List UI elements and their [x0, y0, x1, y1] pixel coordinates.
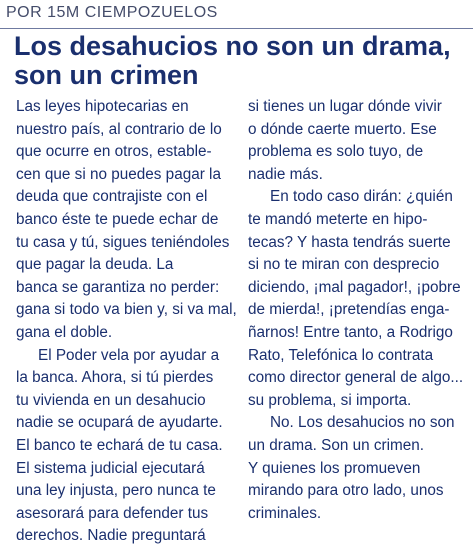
article-text-line: si no te miran con desprecio: [248, 256, 440, 274]
article-text-line: que ocurre en otros, estable-: [16, 143, 212, 161]
article-text-line: nuestro país, al contrario de lo: [16, 120, 222, 138]
article-text-line: diciendo, ¡mal pagador!, ¡pobre: [248, 278, 461, 296]
article-text-line: cen que si no puedes pagar la: [16, 165, 221, 183]
article-text-line: de mierda!, ¡pretendías enga-: [248, 301, 450, 319]
article-text-line: una ley injusta, pero nunca te: [16, 482, 216, 500]
article-text-line: nadie se ocupará de ayudarte.: [16, 414, 223, 432]
headline-line: Los desahucios no son un drama,: [14, 31, 451, 61]
article-text-line: El sistema judicial ejecutará: [16, 459, 205, 477]
article-text-line: asesorará para defender tus: [16, 504, 209, 522]
article-text-line: El banco te echará de tu casa.: [16, 436, 223, 454]
article-text-line: El Poder vela por ayudar a: [38, 346, 220, 364]
article-text-line: ñarnos! Entre tanto, a Rodrigo: [248, 323, 453, 341]
article-text-line: problema es solo tuyo, de: [248, 143, 424, 161]
headline-line: son un crimen: [14, 60, 199, 90]
header-divider: [0, 28, 473, 29]
article-text-line: banca se garantiza no perder:: [16, 278, 220, 296]
article-text-line: gana si todo va bien y, si va mal,: [16, 301, 237, 319]
article-text-line: No. Los desahucios no son: [270, 414, 455, 432]
article-column-left: [16, 96, 244, 548]
article-text-line: que pagar la deuda. La: [16, 256, 174, 274]
article-text-line: Rato, Telefónica lo contrata: [248, 346, 434, 364]
article-text-line: su problema, si importa.: [248, 391, 412, 409]
article-text-line: banco éste te puede echar de: [16, 210, 219, 228]
article-text-line: deuda que contrajiste con el: [16, 188, 208, 206]
article-text-line: Y quienes los promueven: [248, 459, 421, 477]
article-text-line: En todo caso dirán: ¿quién: [270, 188, 453, 206]
article-headline: [14, 32, 469, 90]
article-text-line: un drama. Son un crimen.: [248, 436, 425, 454]
article-text-line: tu casa y tú, sigues teniéndoles: [16, 233, 230, 251]
article-text-line: si tienes un lugar dónde vivir: [248, 98, 442, 115]
article-text-line: criminales.: [248, 504, 322, 522]
article-text-line: tecas? Y hasta tendrás suerte: [248, 233, 451, 251]
article-text-line: te mandó meterte en hipo-: [248, 210, 428, 228]
article-text-line: como director general de algo...: [248, 369, 464, 387]
article-text-line: gana el doble.: [16, 323, 113, 341]
article-text-line: nadie más.: [248, 165, 323, 183]
article-text-line: derechos. Nadie preguntará: [16, 527, 206, 545]
article-text-line: mirando para otro lado, unos: [248, 482, 444, 500]
section-kicker: POR 15M CIEMPOZUELOS: [6, 4, 218, 21]
article-text-line: Las leyes hipotecarias en: [16, 98, 189, 115]
article-text-line: o dónde caerte muerto. Ese: [248, 120, 437, 138]
article-text-line: tu vivienda en un desahucio: [16, 391, 206, 409]
article-text-line: la banca. Ahora, si tú pierdes: [16, 369, 214, 387]
article-column-right: [248, 96, 470, 525]
